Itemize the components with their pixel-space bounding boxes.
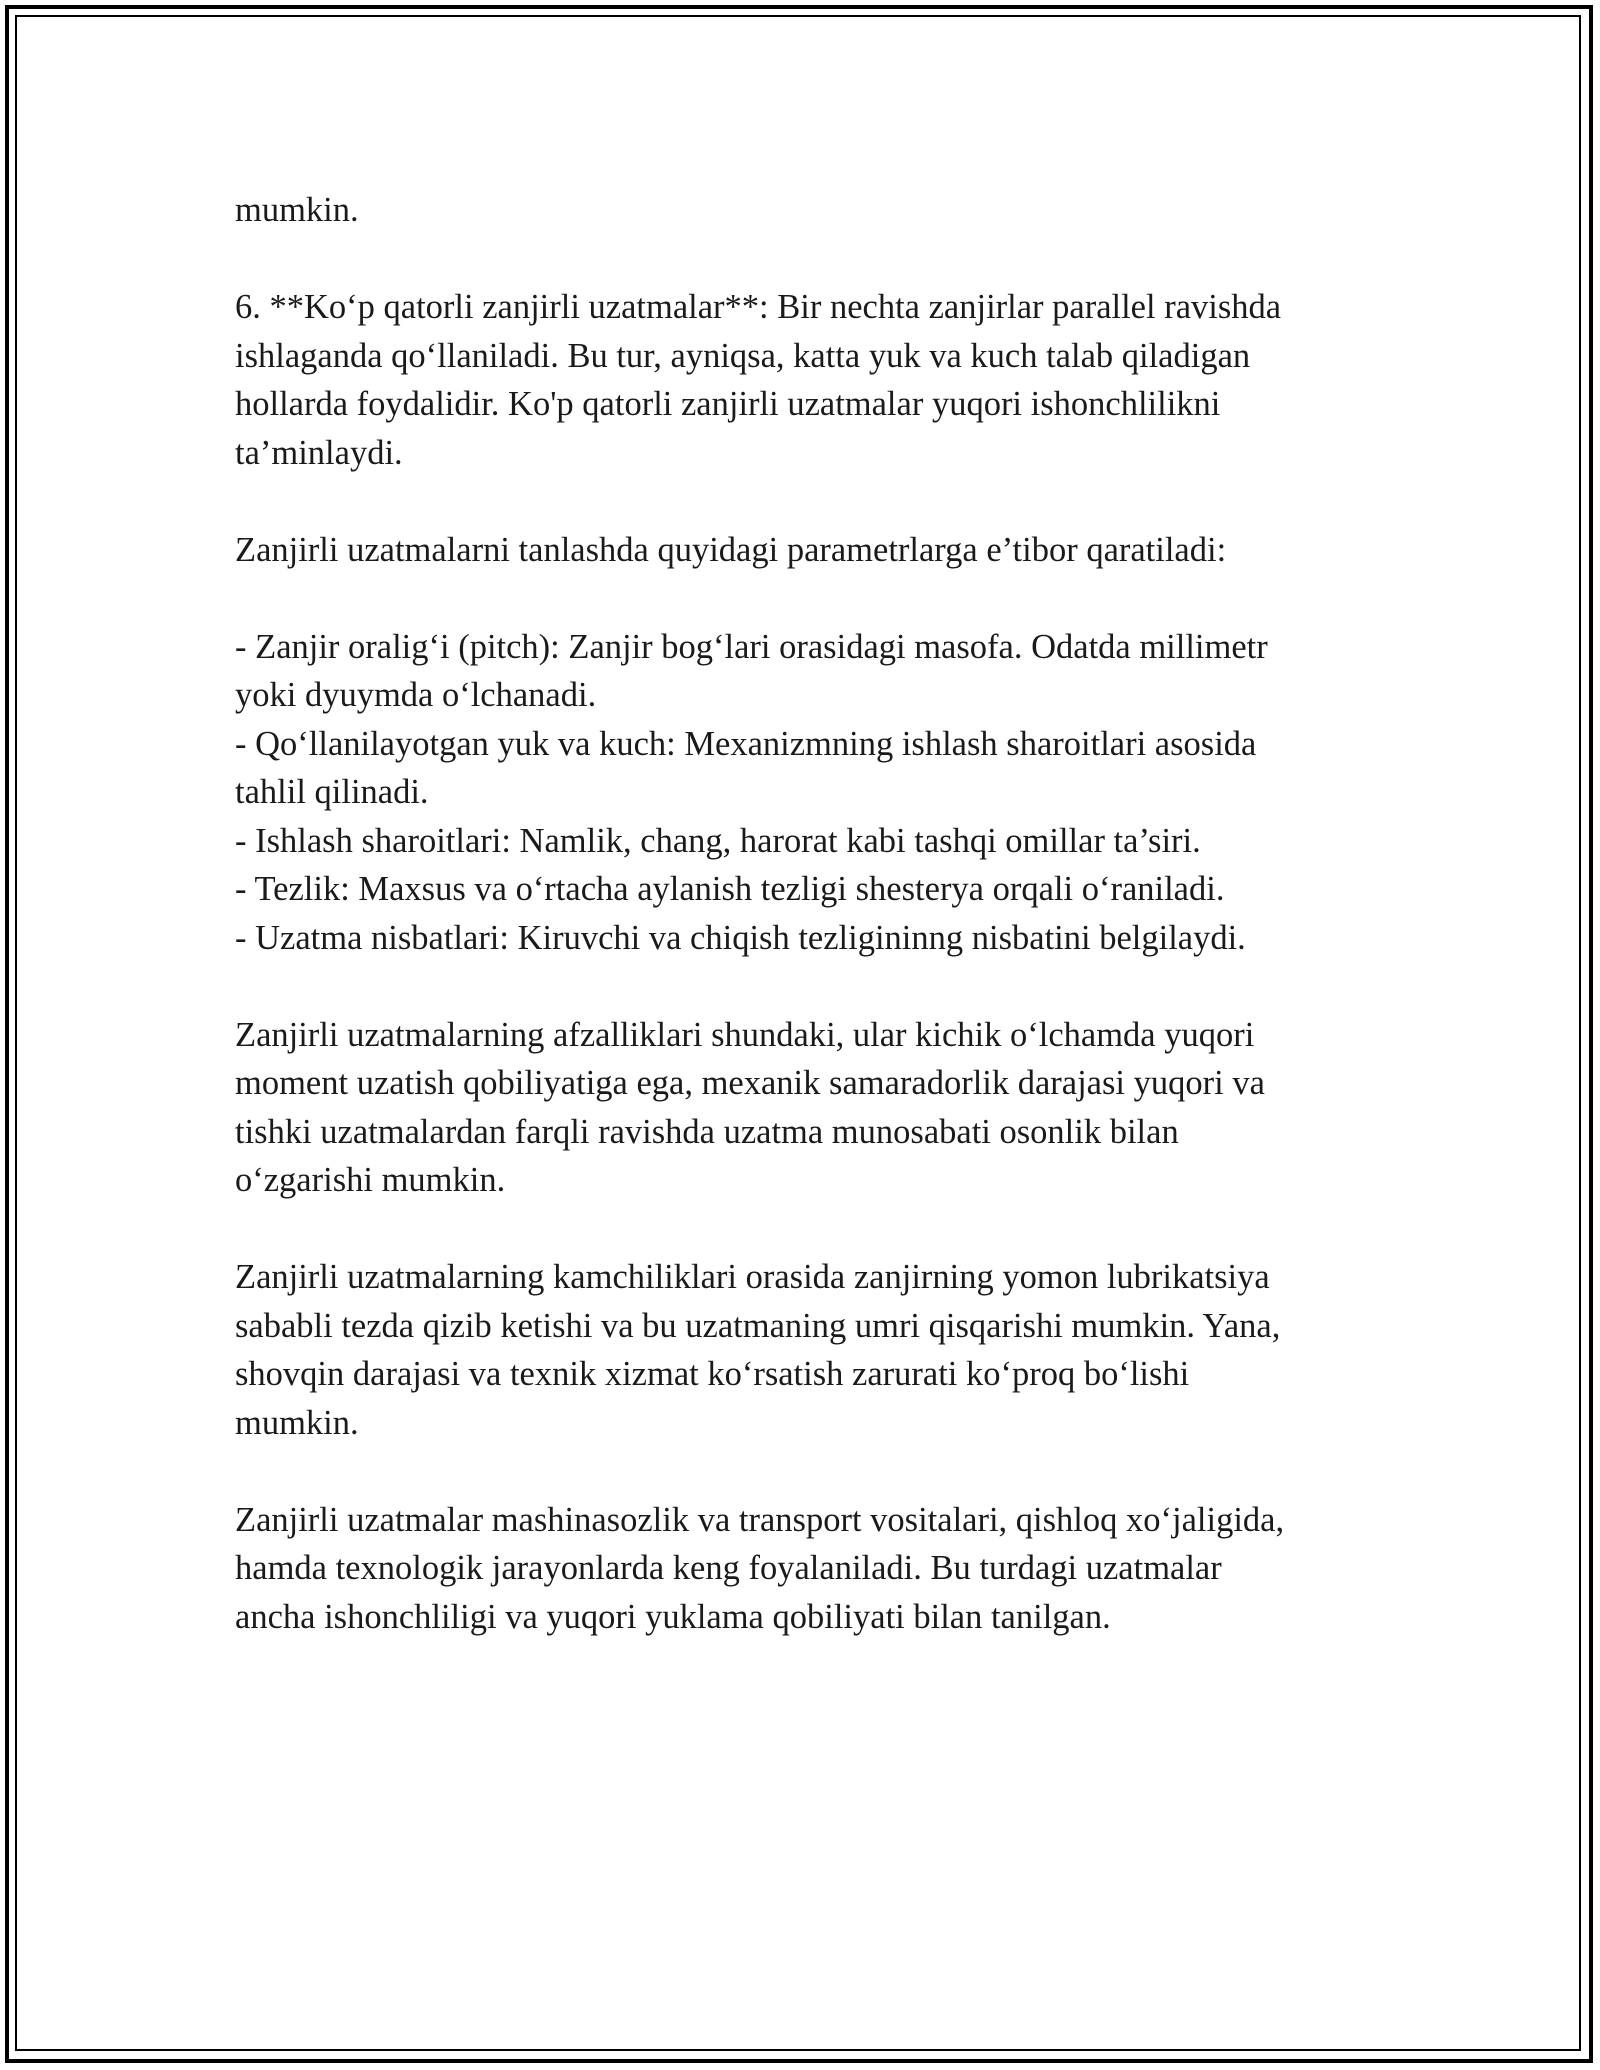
paragraph-applications: [235, 1496, 1365, 1642]
text-line: - Uzatma nisbatlari: Kiruvchi va chiqish tezligininng nisbatini belgilaydi.: [235, 918, 1246, 957]
text-line: - Qo‘llanilayotgan yuk va kuch: Mexanizmning ishlash sharoitlari asosida: [235, 724, 1257, 763]
text-line: shovqin darajasi va texnik xizmat ko‘rsatish zarurati ko‘proq bo‘lishi: [235, 1355, 1190, 1393]
list-item: [235, 914, 1365, 963]
list-item: [235, 817, 1365, 866]
paragraph-advantages: [235, 1011, 1365, 1205]
text-line: ta’minlaydi.: [235, 433, 403, 472]
text-line: ishlaganda qo‘llaniladi. Bu tur, ayniqsa, katta yuk va kuch talab qiladigan: [235, 336, 1251, 375]
text-line: Zanjirli uzatmalarni tanlashda quyidagi parametrlarga e’tibor qaratiladi:: [235, 530, 1227, 569]
paragraph-selection-intro: [235, 526, 1365, 575]
paragraph-multi-row-chain-drives: [235, 283, 1365, 477]
text-line: mumkin.: [235, 1403, 359, 1442]
text-line: o‘zgarishi mumkin.: [235, 1161, 506, 1199]
text-line: sababli tezda qizib ketishi va bu uzatmaning umri qisqarishi mumkin. Yana,: [235, 1306, 1281, 1345]
list-item: [235, 720, 1365, 817]
parameter-list: [235, 623, 1365, 963]
text-line: tishki uzatmalardan farqli ravishda uzatma munosabati osonlik bilan: [235, 1112, 1179, 1151]
text-line: Zanjirli uzatmalarning afzalliklari shundaki, ular kichik o‘lchamda yuqori: [235, 1015, 1255, 1054]
text-line: ancha ishonchliligi va yuqori yuklama qobiliyati bilan tanilgan.: [235, 1597, 1111, 1636]
paragraph-disadvantages: [235, 1253, 1365, 1447]
text-line: tahlil qilinadi.: [235, 773, 429, 811]
text-line: mumkin.: [235, 191, 359, 229]
list-item: [235, 865, 1365, 914]
text-line: yoki dyuymda o‘lchanadi.: [235, 676, 597, 714]
list-item: [235, 623, 1365, 720]
text-line: hollarda foydalidir. Ko'p qatorli zanjirli uzatmalar yuqori ishonchlilikni: [235, 385, 1221, 423]
text-line: Zanjirli uzatmalar mashinasozlik va transport vositalari, qishloq xo‘jaligida,: [235, 1500, 1285, 1539]
text-line: moment uzatish qobiliyatiga ega, mexanik samaradorlik darajasi yuqori va: [235, 1064, 1265, 1102]
paragraph-continuation: [235, 186, 1365, 235]
document-body: [235, 186, 1365, 1690]
text-line: 6. **Ko‘p qatorli zanjirli uzatmalar**: Bir nechta zanjirlar parallel ravishda: [235, 288, 1282, 326]
text-line: hamda texnologik jarayonlarda keng foyalaniladi. Bu turdagi uzatmalar: [235, 1549, 1222, 1587]
text-line: - Zanjir oralig‘i (pitch): Zanjir bog‘lari orasidagi masofa. Odatda millimetr: [235, 627, 1268, 666]
text-line: Zanjirli uzatmalarning kamchiliklari orasida zanjirning yomon lubrikatsiya: [235, 1258, 1270, 1296]
text-line: - Ishlash sharoitlari: Namlik, chang, harorat kabi tashqi omillar ta’siri.: [235, 821, 1201, 860]
text-line: - Tezlik: Maxsus va o‘rtacha aylanish tezligi shesterya orqali o‘raniladi.: [235, 870, 1225, 908]
